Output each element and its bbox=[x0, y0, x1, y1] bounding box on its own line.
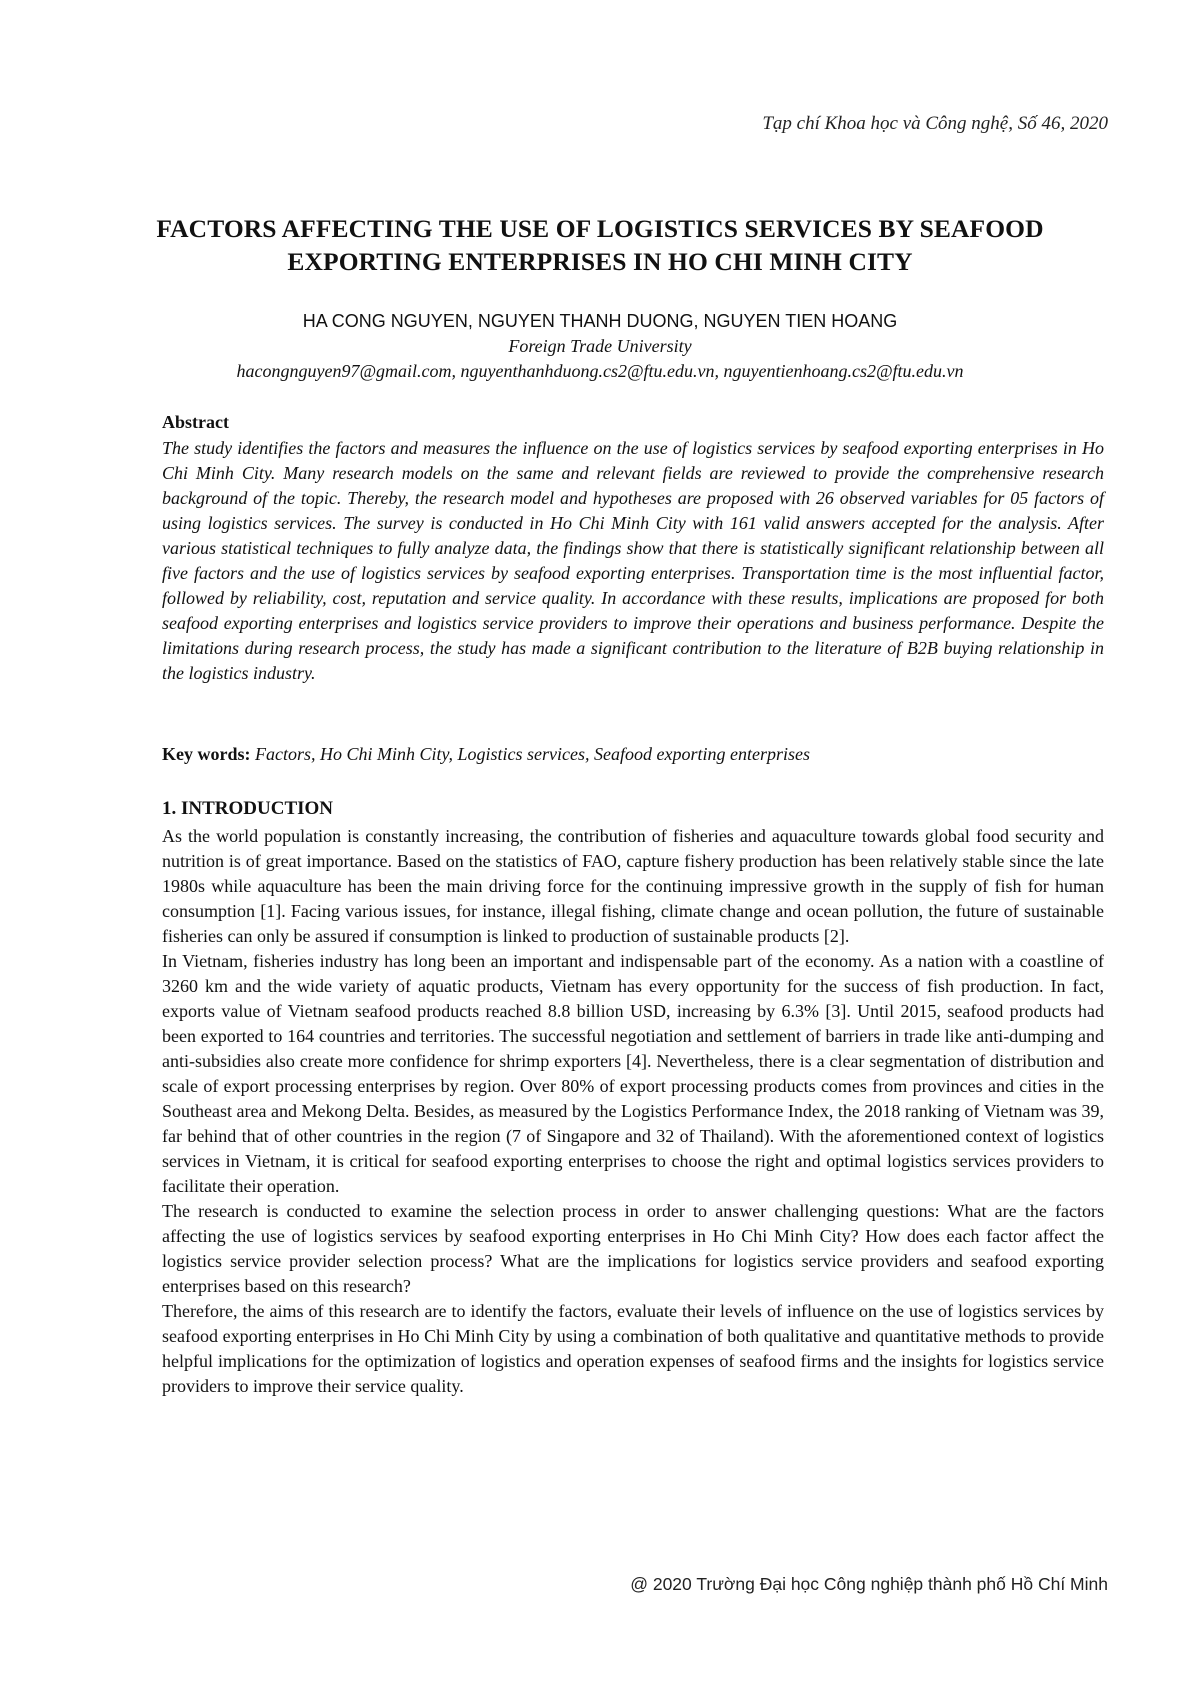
keywords-label: Key words: bbox=[162, 744, 251, 764]
intro-paragraph-3: The research is conducted to examine the selection process in order to answer challenging questions: What are the factors affecting the use of logistics services by seafood exporting enterprises in Ho Chi Minh City? How does each factor affect the logistics service provider selection process? What are the implications for logistics service providers and seafood exporting enterprises based on this research? bbox=[162, 1201, 1104, 1296]
author-list: HA CONG NGUYEN, NGUYEN THANH DUONG, NGUYEN TIEN HOANG bbox=[302, 311, 898, 331]
section-heading-introduction: 1. INTRODUCTION bbox=[162, 798, 334, 819]
intro-paragraph-1: As the world population is constantly increasing, the contribution of fisheries and aquaculture towards global food security and nutrition is of great importance. Based on the statistics of FAO, capture fishery production has been relatively stable since the late 1980s while aquaculture has been the main driving force for the continuing impressive growth in the supply of fish for human consumption [1]. Facing various issues, for instance, illegal fishing, climate change and ocean pollution, the future of sustainable fisheries can only be assured if consumption is linked to production of sustainable products [2]. bbox=[162, 826, 1104, 946]
page-footer: @ 2020 Trường Đại học Công nghiệp thành phố Hồ Chí Minh bbox=[630, 1574, 1108, 1594]
paper-title: FACTORS AFFECTING THE USE OF LOGISTICS SERVICES BY SEAFOOD EXPORTING ENTERPRISES IN HO CHI MINH CITY bbox=[156, 214, 1044, 276]
intro-paragraph-4: Therefore, the aims of this research are to identify the factors, evaluate their levels of influence on the use of logistics services by seafood exporting enterprises in Ho Chi Minh City by using a combination of both qualitative and quantitative methods to provide helpful implications for the optimization of logistics and operation expenses of seafood firms and the insights for logistics service providers to improve their service quality. bbox=[162, 1301, 1104, 1396]
abstract-text: The study identifies the factors and measures the influence on the use of logistics services by seafood exporting enterprises in Ho Chi Minh City. Many research models on the same and relevant fields are reviewed to provide the comprehensive research background of the topic. Thereby, the research model and hypotheses are proposed with 26 observed variables for 05 factors of using logistics services. The survey is conducted in Ho Chi Minh City with 161 valid answers accepted for the analysis. After various statistical techniques to fully analyze data, the findings show that there is statistically significant relationship between all five factors and the use of logistics services by seafood exporting enterprises. Transportation time is the most influential factor, followed by reliability, cost, reputation and service quality. In accordance with these results, implications are proposed for both seafood exporting enterprises and logistics service providers to improve their operations and business performance. Despite the limitations during research process, the study has made a significant contribution to the literature of B2B buying relationship in the logistics industry. bbox=[162, 438, 1104, 683]
affiliation: Foreign Trade University bbox=[508, 336, 692, 356]
intro-paragraph-2: In Vietnam, fisheries industry has long been an important and indispensable part of the economy. As a nation with a coastline of 3260 km and the wide variety of aquatic products, Vietnam has every opportunity for the success of fish production. In fact, exports value of Vietnam seafood products reached 8.8 billion USD, increasing by 6.3% [3]. Until 2015, seafood products had been exported to 164 countries and territories. The successful negotiation and settlement of barriers in trade like anti-dumping and anti-subsidies also create more confidence for shrimp exporters [4]. Nevertheless, there is a clear segmentation of distribution and scale of export processing enterprises by region. Over 80% of export processing products comes from provinces and cities in the Southeast area and Mekong Delta. Besides, as measured by the Logistics Performance Index, the 2018 ranking of Vietnam was 39, far behind that of other countries in the region (7 of Singapore and 32 of Thailand). With the aforementioned context of logistics services in Vietnam, it is critical for seafood exporting enterprises to choose the right and optimal logistics services providers to facilitate their operation. bbox=[162, 951, 1104, 1196]
keywords-line bbox=[162, 742, 1104, 767]
abstract-heading: Abstract bbox=[162, 412, 229, 432]
introduction-body bbox=[162, 824, 1104, 1399]
author-emails: hacongnguyen97@gmail.com, nguyenthanhduong.cs2@ftu.edu.vn, nguyentienhoang.cs2@ftu.edu.vn bbox=[236, 361, 964, 381]
journal-header: Tạp chí Khoa học và Công nghệ, Số 46, 2020 bbox=[762, 113, 1108, 134]
keywords-value: Factors, Ho Chi Minh City, Logistics services, Seafood exporting enterprises bbox=[255, 744, 810, 764]
